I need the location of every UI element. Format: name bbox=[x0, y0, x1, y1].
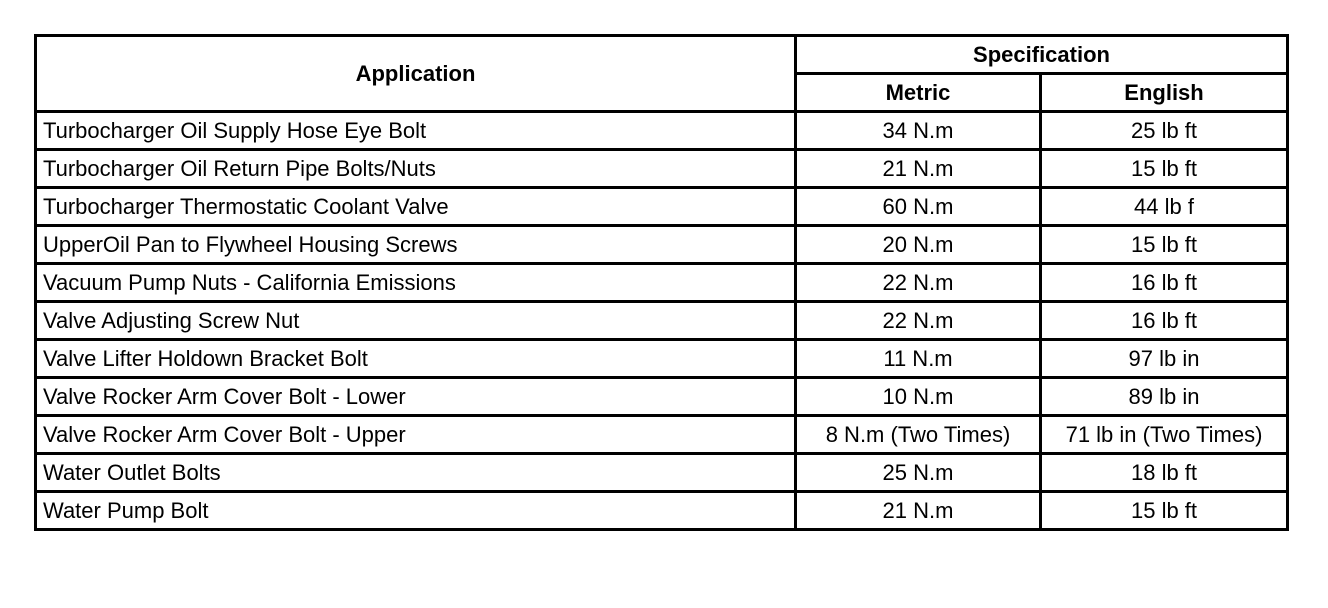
table-row bbox=[36, 378, 1288, 416]
cell-metric: 10 N.m bbox=[796, 378, 1041, 416]
cell-metric: 8 N.m (Two Times) bbox=[796, 416, 1041, 454]
table-row bbox=[36, 492, 1288, 530]
table-row bbox=[36, 226, 1288, 264]
cell-english: 15 lb ft bbox=[1041, 150, 1288, 188]
cell-english: 15 lb ft bbox=[1041, 492, 1288, 530]
cell-english: 18 lb ft bbox=[1041, 454, 1288, 492]
cell-application: Water Pump Bolt bbox=[36, 492, 796, 530]
table-row bbox=[36, 302, 1288, 340]
cell-application: Turbocharger Thermostatic Coolant Valve bbox=[36, 188, 796, 226]
table-row bbox=[36, 264, 1288, 302]
cell-metric: 22 N.m bbox=[796, 264, 1041, 302]
cell-metric: 25 N.m bbox=[796, 454, 1041, 492]
cell-application: Turbocharger Oil Supply Hose Eye Bolt bbox=[36, 112, 796, 150]
cell-application: Valve Lifter Holdown Bracket Bolt bbox=[36, 340, 796, 378]
header-row-top bbox=[36, 36, 1288, 74]
table-row bbox=[36, 112, 1288, 150]
cell-english: 71 lb in (Two Times) bbox=[1041, 416, 1288, 454]
cell-english: 15 lb ft bbox=[1041, 226, 1288, 264]
cell-application: Valve Rocker Arm Cover Bolt - Lower bbox=[36, 378, 796, 416]
cell-application: Vacuum Pump Nuts - California Emissions bbox=[36, 264, 796, 302]
cell-metric: 34 N.m bbox=[796, 112, 1041, 150]
header-metric: Metric bbox=[796, 74, 1041, 112]
table-row bbox=[36, 150, 1288, 188]
cell-english: 89 lb in bbox=[1041, 378, 1288, 416]
cell-english: 16 lb ft bbox=[1041, 264, 1288, 302]
torque-spec-table bbox=[34, 34, 1289, 531]
cell-application: Turbocharger Oil Return Pipe Bolts/Nuts bbox=[36, 150, 796, 188]
cell-metric: 21 N.m bbox=[796, 150, 1041, 188]
cell-metric: 21 N.m bbox=[796, 492, 1041, 530]
cell-metric: 22 N.m bbox=[796, 302, 1041, 340]
cell-application: Water Outlet Bolts bbox=[36, 454, 796, 492]
cell-english: 16 lb ft bbox=[1041, 302, 1288, 340]
cell-application: UpperOil Pan to Flywheel Housing Screws bbox=[36, 226, 796, 264]
cell-application: Valve Rocker Arm Cover Bolt - Upper bbox=[36, 416, 796, 454]
cell-metric: 20 N.m bbox=[796, 226, 1041, 264]
table-row bbox=[36, 416, 1288, 454]
header-specification: Specification bbox=[796, 36, 1288, 74]
cell-english: 44 lb f bbox=[1041, 188, 1288, 226]
cell-metric: 11 N.m bbox=[796, 340, 1041, 378]
cell-application: Valve Adjusting Screw Nut bbox=[36, 302, 796, 340]
cell-english: 97 lb in bbox=[1041, 340, 1288, 378]
table-row bbox=[36, 340, 1288, 378]
cell-metric: 60 N.m bbox=[796, 188, 1041, 226]
cell-english: 25 lb ft bbox=[1041, 112, 1288, 150]
table-row bbox=[36, 454, 1288, 492]
header-application: Application bbox=[36, 36, 796, 112]
header-english: English bbox=[1041, 74, 1288, 112]
table-row bbox=[36, 188, 1288, 226]
